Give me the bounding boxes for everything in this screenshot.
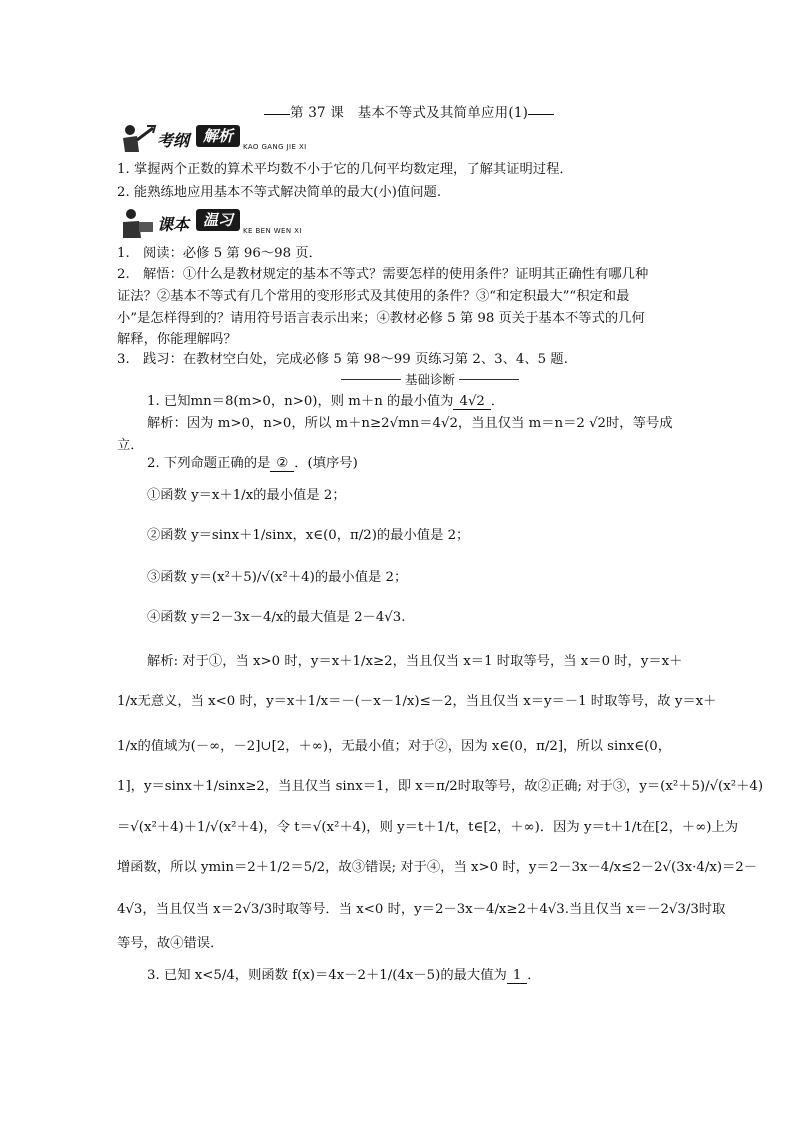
q2-option-2: ②函数 y＝sinx＋1/sinx，x∈(0，π/2)的最小值是 2； — [147, 528, 470, 543]
student-figure-icon — [117, 122, 157, 156]
kgjx-item-2: 2. 能熟练地应用基本不等式解决简单的最大(小)值问题. — [117, 185, 442, 200]
kbwx-item-2-line2: 证法？②基本不等式有几个常用的变形形式及其使用的条件？③“和定积最大”“积定和最 — [117, 289, 630, 304]
q2-option-4: ④函数 y＝2－3x－4/x的最大值是 2－4√3. — [147, 610, 406, 625]
kbwx-item-3: 3. 践习：在教材空白处，完成必修 5 第 98～99 页练习第 2、3、4、5 题. — [117, 352, 568, 367]
q1-stem-text: 1. 已知mn＝8(m>0，n>0)，则 m＋n 的最小值为 — [147, 394, 454, 409]
q1-solution-line1: 解析：因为 m>0，n>0，所以 m＋n≥2√mn＝4√2，当且仅当 m＝n＝2 √2时，等号成 — [147, 416, 673, 431]
q2-solution-line7: 4√3，当且仅当 x＝2√3/3时取等号．当 x<0 时，y＝2－3x－4/x≥2＋4√3.当且仅当 x＝－2√3/3时取 — [117, 902, 726, 917]
reading-figure-icon — [117, 206, 157, 240]
kbwx-pinyin: KE BEN WEN XI — [243, 227, 302, 235]
kgjx-label-box: 解析 — [196, 125, 240, 147]
q2-stem-suffix: ．(填序号) — [294, 456, 358, 471]
q2-solution-line3: 1/x的值域为(－∞，－2]∪[2，＋∞)，无最小值；对于②，因为 x∈(0，π/2]，所以 sinx∈(0， — [117, 739, 672, 754]
title-text: 第 37 课 基本不等式及其简单应用(1) — [290, 105, 529, 121]
title-rule-right — [528, 113, 554, 115]
kbwx-label-box: 温习 — [196, 209, 240, 231]
q2-solution-line8: 等号，故④错误． — [117, 936, 224, 951]
title-rule-left — [264, 113, 290, 115]
q1-answer: 4√2 — [453, 394, 490, 410]
separator-rule-left — [341, 379, 401, 380]
kbwx-item-2-line4: 解释，你能理解吗？ — [117, 332, 237, 347]
kbwx-item-2-line1: 2. 解悟：①什么是教材规定的基本不等式？需要怎样的使用条件？证明其正确性有哪几种 — [117, 267, 649, 282]
q1-stem: 1. 已知mn＝8(m>0，n>0)，则 m＋n 的最小值为 4√2 ． — [147, 394, 505, 409]
q2-solution-line2: 1/x无意义，当 x<0 时，y＝x＋1/x＝－(－x－1/x)≤－2，当且仅当 x＝y＝－1 时取等号，故 y＝x＋ — [117, 694, 717, 709]
kbwx-label: 课本 — [157, 215, 190, 234]
q3-stem: 3. 已知 x<5/4，则函数 f(x)＝4x－2＋1/(4x－5)的最大值为 1 ． — [147, 968, 541, 983]
separator-rule-right — [459, 379, 519, 380]
page-title — [264, 101, 554, 121]
q2-solution-line4: 1]，y＝sinx＋1/sinx≥2，当且仅当 sinx＝1，即 x＝π/2时取等号，故②正确; 对于③，y＝(x²＋5)/√(x²＋4) — [117, 779, 764, 794]
kgjx-banner — [117, 122, 317, 156]
q2-option-3: ③函数 y＝(x²＋5)/√(x²＋4)的最小值是 2； — [147, 570, 408, 585]
q2-solution-line5: ＝√(x²＋4)＋1/√(x²＋4)，令 t＝√(x²＋4)，则 y＝t＋1/t，t∈[2，＋∞)．因为 y＝t＋1/t在[2，＋∞)上为 — [117, 820, 739, 835]
q2-stem-text: 2. 下列命题正确的是 — [147, 456, 271, 471]
separator-label: 基础诊断 — [404, 372, 455, 387]
kbwx-banner — [117, 206, 317, 240]
q3-stem-text: 3. 已知 x<5/4，则函数 f(x)＝4x－2＋1/(4x－5)的最大值为 — [147, 968, 507, 983]
q3-answer: 1 — [507, 968, 527, 984]
kbwx-item-1: 1. 阅读：必修 5 第 96～98 页． — [117, 246, 322, 261]
kbwx-item-2-line3: 小”是怎样得到的？请用符号语言表示出来；④教材必修 5 第 98 页关于基本不等式的几何 — [117, 311, 645, 326]
section-separator — [300, 370, 560, 388]
kgjx-label: 考纲 — [157, 131, 190, 150]
q2-solution-line1: 解析: 对于①，当 x>0 时，y＝x＋1/x≥2，当且仅当 x＝1 时取等号，当 x＝0 时，y＝x＋ — [147, 654, 683, 669]
q2-answer: ② — [270, 456, 294, 472]
q2-option-1: ①函数 y＝x＋1/x的最小值是 2； — [147, 488, 346, 503]
kgjx-pinyin: KAO GANG JIE XI — [243, 143, 307, 151]
q1-solution-line2: 立． — [117, 438, 144, 453]
q2-solution-line6: 增函数，所以 ymin＝2＋1/2＝5/2，故③错误; 对于④，当 x>0 时，y＝2－3x－4/x≤2－2√(3x·4/x)＝2－ — [117, 860, 758, 875]
kgjx-item-1: 1. 掌握两个正数的算术平均数不小于它的几何平均数定理，了解其证明过程． — [117, 162, 573, 177]
q2-stem — [147, 454, 358, 474]
